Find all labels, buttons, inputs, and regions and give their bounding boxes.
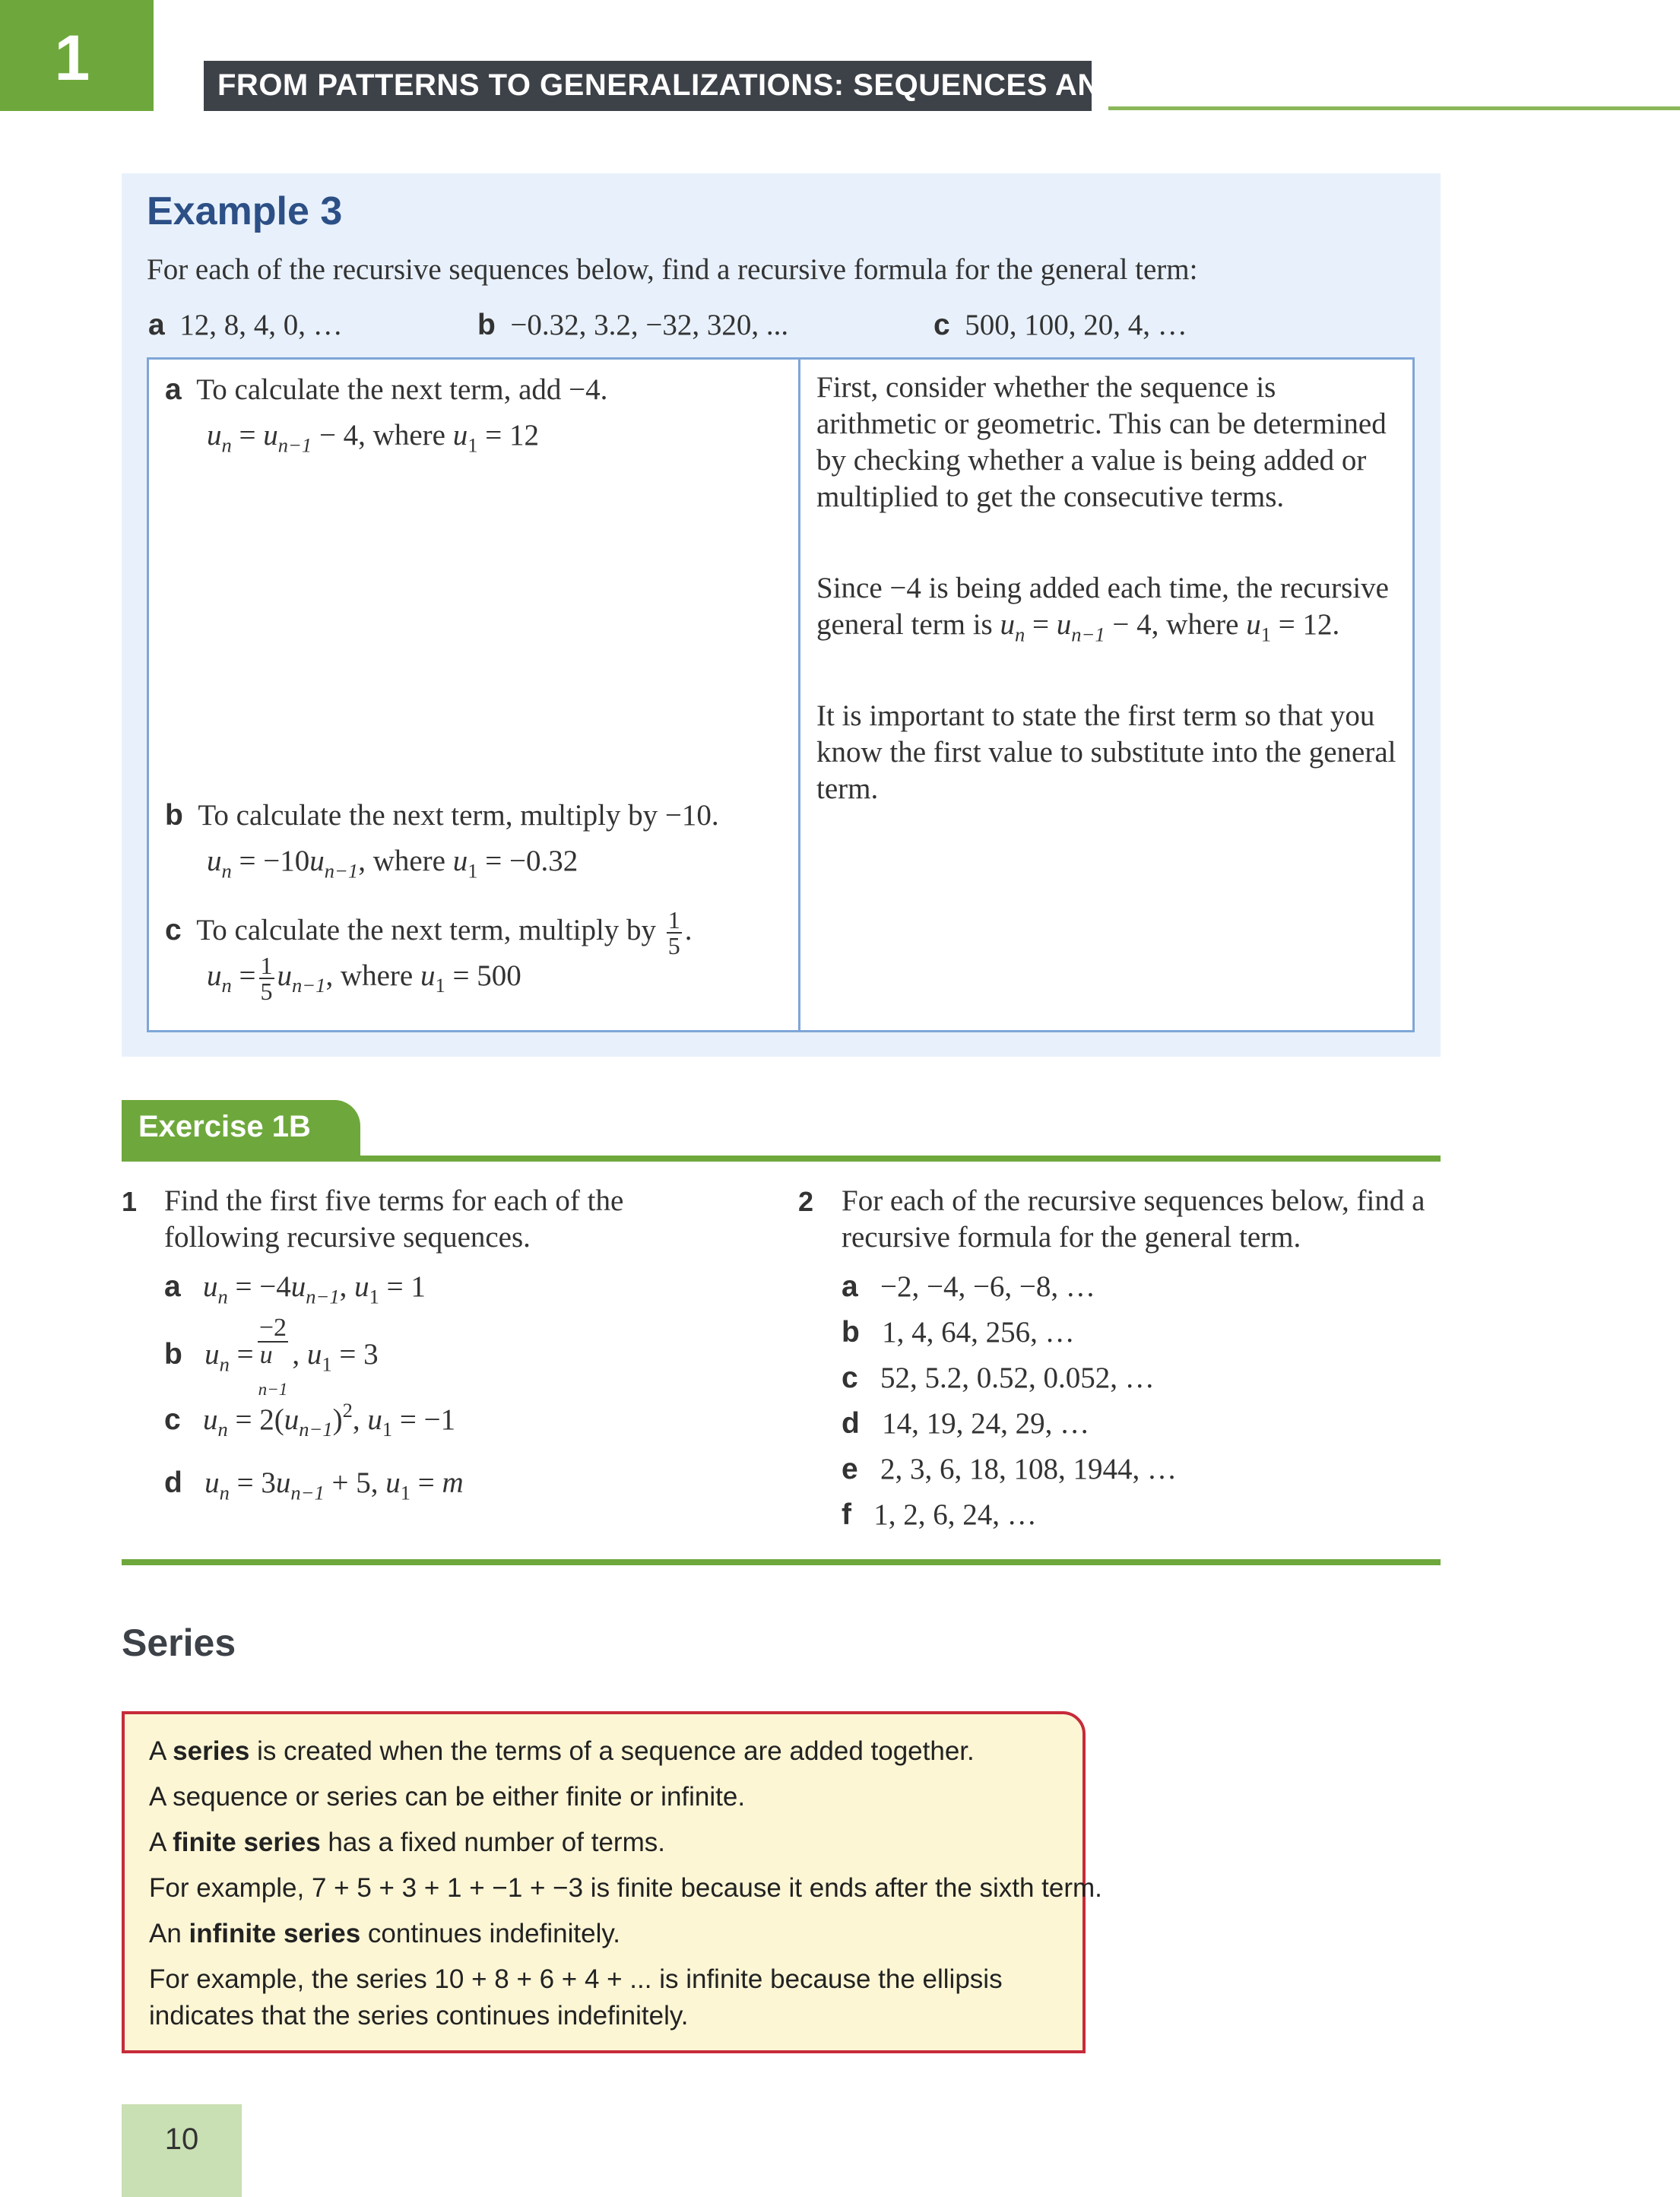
definition-line-5: An infinite series continues indefinitely.	[149, 1919, 620, 1948]
solution-step-text: To calculate the next term, multiply by −10.	[198, 799, 719, 832]
item-label: a	[148, 309, 165, 341]
question-1-text: Find the first five terms for each of the following recursive sequences.	[164, 1184, 624, 1254]
fraction-one-fifth: $\frac{1}{5}$	[260, 952, 273, 1005]
definition-line-3: A finite series has a fixed number of terms.	[149, 1828, 665, 1857]
explanation-p2: Since −4 is being added each time, the recursive general term is $u_n = u_{n-1} - 4$, where $u_1 = 12$.	[816, 572, 1389, 646]
question-1c: c $u_n = 2(u_{n-1})^2$, $u_1 = -1$	[164, 1399, 456, 1441]
question-2f: f 1, 2, 6, 24, …	[842, 1498, 1037, 1531]
solution-label: b	[165, 799, 183, 832]
chapter-title: FROM PATTERNS TO GENERALIZATIONS: SEQUENCES AND SERIES	[217, 68, 1245, 102]
example-title: Example 3	[147, 189, 343, 233]
fraction-one-fifth: $\frac{1}{5}$	[667, 906, 680, 959]
exercise-rule-bottom	[122, 1559, 1441, 1565]
solution-c-step: c To calculate the next term, multiply by $\frac{1}{5}$ .	[165, 906, 693, 959]
explanation-p3: It is important to state the first term so that you know the first value to substitute into the general term.	[816, 699, 1396, 805]
formula-mid: = −10	[231, 845, 310, 877]
example-item-c	[934, 308, 1187, 342]
exercise-title: Exercise 1B	[138, 1110, 311, 1143]
item-label: c	[934, 309, 950, 341]
item-text: 12, 8, 4, 0, …	[179, 309, 343, 341]
item-label: b	[477, 309, 496, 341]
formula-initial: = −0.32	[477, 845, 578, 877]
question-2b: b 1, 4, 64, 256, …	[842, 1316, 1075, 1349]
question-2-text: For each of the recursive sequences below, find a recursive formula for the general term.	[842, 1184, 1425, 1254]
solution-divider	[798, 357, 800, 1032]
question-2a: a −2, −4, −6, −8, …	[842, 1270, 1095, 1303]
item-text: −0.32, 3.2, −32, 320, ...	[510, 309, 789, 341]
formula-tail: − 4, where	[312, 419, 453, 452]
solution-b-step	[165, 798, 719, 832]
definition-line-7: indicates that the series continues indefinitely.	[149, 2001, 689, 2031]
formula-tail: , where	[358, 845, 453, 877]
definition-line-1: A series is created when the terms of a sequence are added together.	[149, 1736, 975, 1766]
definition-line-4: For example, 7 + 5 + 3 + 1 + −1 + −3 is finite because it ends after the sixth term.	[149, 1873, 1102, 1903]
question-1a: a $u_n = -4u_{n-1}$, $u_1 = 1$	[164, 1270, 426, 1308]
question-2c: c 52, 5.2, 0.52, 0.052, …	[842, 1362, 1155, 1394]
definition-line-2: A sequence or series can be either finite or infinite.	[149, 1782, 746, 1812]
solution-a-formula: $u_n = u_{n-1} - 4$, where $u_1 = 12$	[207, 419, 539, 457]
explanation-p1: First, consider whether the sequence is arithmetic or geometric. This can be determined by checking whether a value is being added or multiplied to get the consecutive terms.	[816, 371, 1387, 513]
question-1b: b $u_n$ = −2 u $_{n-1}$ , $u_1 = 3$	[164, 1314, 379, 1400]
definition-line-6: For example, the series 10 + 8 + 6 + 4 + ... is infinite because the ellipsis	[149, 1964, 1003, 1994]
formula-initial: = 12	[477, 419, 539, 452]
page-number: 10	[164, 2122, 199, 2156]
question-number: 1	[122, 1186, 138, 1217]
solution-label: a	[165, 373, 182, 406]
solution-c-formula: $u_n$ = $\frac{1}{5}$ $u_{n-1}$, where $u_1 = 500$	[207, 952, 521, 1005]
solution-b-formula: $u_n = -10u_{n-1}$, where $u_1 = -0.32$	[207, 845, 578, 883]
solution-step-text: To calculate the next term, multiply by	[196, 913, 657, 946]
solution-label: c	[165, 913, 182, 946]
example-instruction: For each of the recursive sequences below, find a recursive formula for the general term:	[147, 253, 1198, 286]
section-heading: Series	[122, 1622, 236, 1664]
formula-initial: = 500	[445, 959, 521, 992]
question-1d: d $u_n = 3u_{n-1} + 5$, $u_1 = m$	[164, 1466, 464, 1504]
solution-step-text: To calculate the next term, add −4.	[196, 373, 608, 406]
question-number: 2	[798, 1186, 814, 1217]
solution-a-step	[165, 373, 607, 407]
example-item-b	[477, 308, 788, 342]
example-item-a	[148, 308, 343, 342]
exercise-rule-top	[122, 1156, 1441, 1162]
fraction: −2 u $_{n-1}$	[258, 1314, 288, 1400]
header-rule	[1108, 106, 1680, 110]
chapter-number: 1	[54, 22, 90, 94]
question-2d: d 14, 19, 24, 29, …	[842, 1407, 1090, 1440]
item-text: 500, 100, 20, 4, …	[965, 309, 1187, 341]
formula-tail: , where	[325, 959, 420, 992]
question-2e: e 2, 3, 6, 18, 108, 1944, …	[842, 1453, 1177, 1485]
